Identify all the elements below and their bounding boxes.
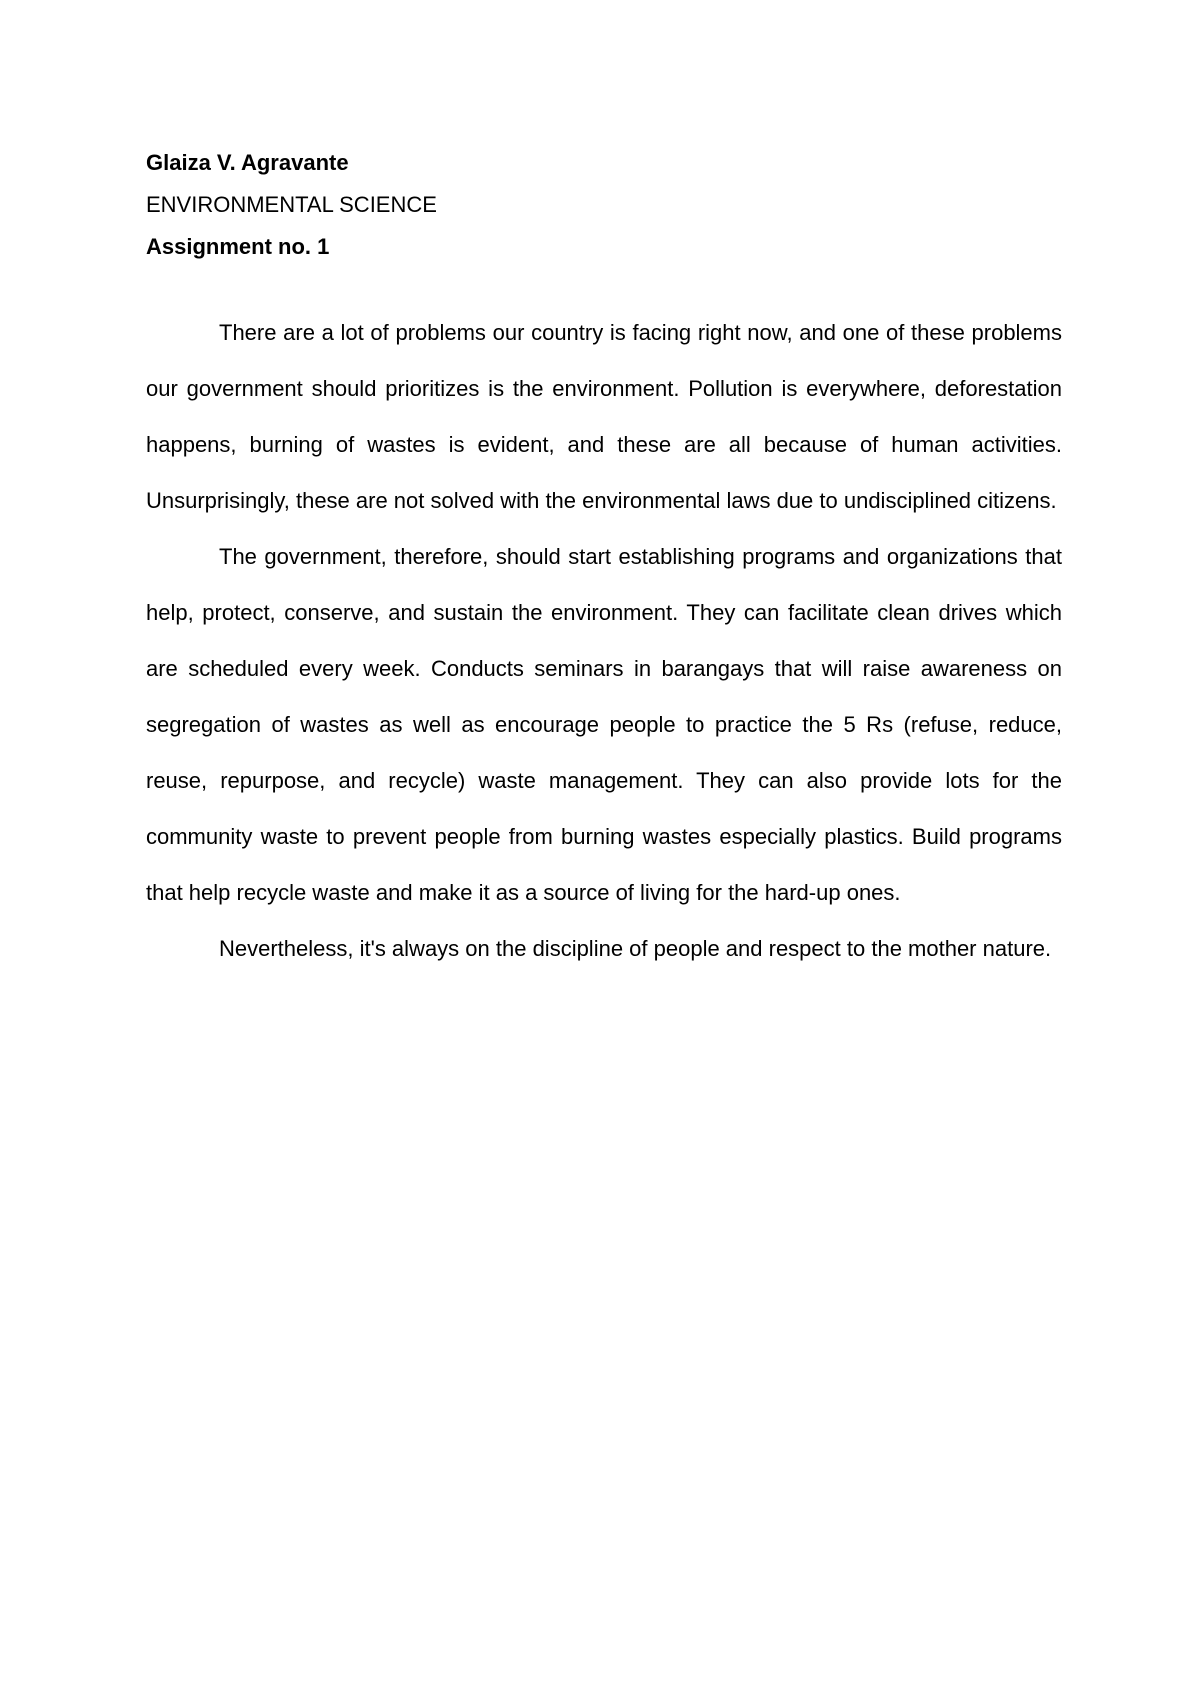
paragraph-3: Nevertheless, it's always on the discipline of people and respect to the mother nature. [219,936,1052,961]
document-header [146,142,1066,268]
paragraph-1: There are a lot of problems our country is facing right now, and one of these problems our government should prioritizes is the environment. Pollution is everywhere, deforestation happens, burning of wastes is evident, and these are all because of human activities. Unsurprisingly, these are not solved with the environmental laws due to undisciplined citizens. [146,320,1062,513]
subject-title: ENVIRONMENTAL SCIENCE [146,192,437,217]
paragraph-2: The government, therefore, should start establishing programs and organizations that help, protect, conserve, and sustain the environment. They can facilitate clean drives which are scheduled every week. Conducts seminars in barangays that will raise awareness on segregation of wastes as well as encourage people to practice the 5 Rs (refuse, reduce, reuse, repurpose, and recycle) waste management. They can also provide lots for the community waste to prevent people from burning wastes especially plastics. Build programs that help recycle waste and make it as a source of living for the hard-up ones. [146,544,1062,905]
author-name: Glaiza V. Agravante [146,150,349,175]
document-body [146,305,1062,977]
assignment-title: Assignment no. 1 [146,234,330,259]
